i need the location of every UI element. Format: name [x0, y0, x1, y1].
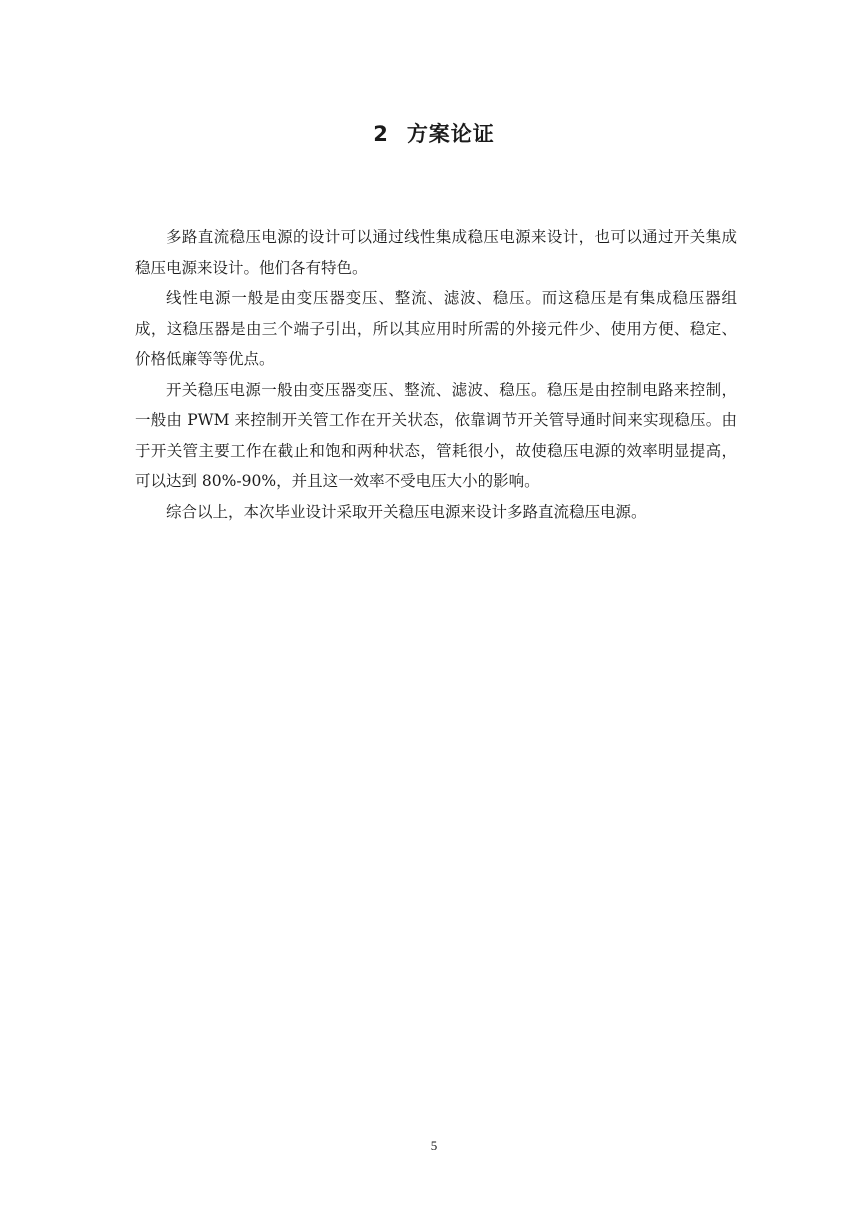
paragraph: 线性电源一般是由变压器变压、整流、滤波、稳压。而这稳压是有集成稳压器组成，这稳压器是由三个端子引出，所以其应用时所需的外接元件少、使用方便、稳定、价格低廉等等优点。	[135, 289, 737, 368]
paragraph: 多路直流稳压电源的设计可以通过线性集成稳压电源来设计，也可以通过开关集成稳压电源来设计。他们各有特色。	[135, 228, 737, 277]
section-body	[135, 222, 737, 527]
paragraph: 综合以上，本次毕业设计采取开关稳压电源来设计多路直流稳压电源。	[166, 502, 647, 521]
section-title: 方案论证	[406, 122, 495, 146]
page-number: 5	[430, 1138, 438, 1153]
section-number: 2	[373, 122, 389, 146]
section-heading	[0, 118, 868, 148]
paragraph: 开关稳压电源一般由变压器变压、整流、滤波、稳压。稳压是由控制电路来控制，一般由 PWM 来控制开关管工作在开关状态，依靠调节开关管导通时间来实现稳压。由于开关管主要工作在截止和饱和两种状态，管耗很小，故使稳压电源的效率明显提高，可以达到 80%-90%，并且这一效率不受电压大小的影响。	[135, 380, 737, 490]
